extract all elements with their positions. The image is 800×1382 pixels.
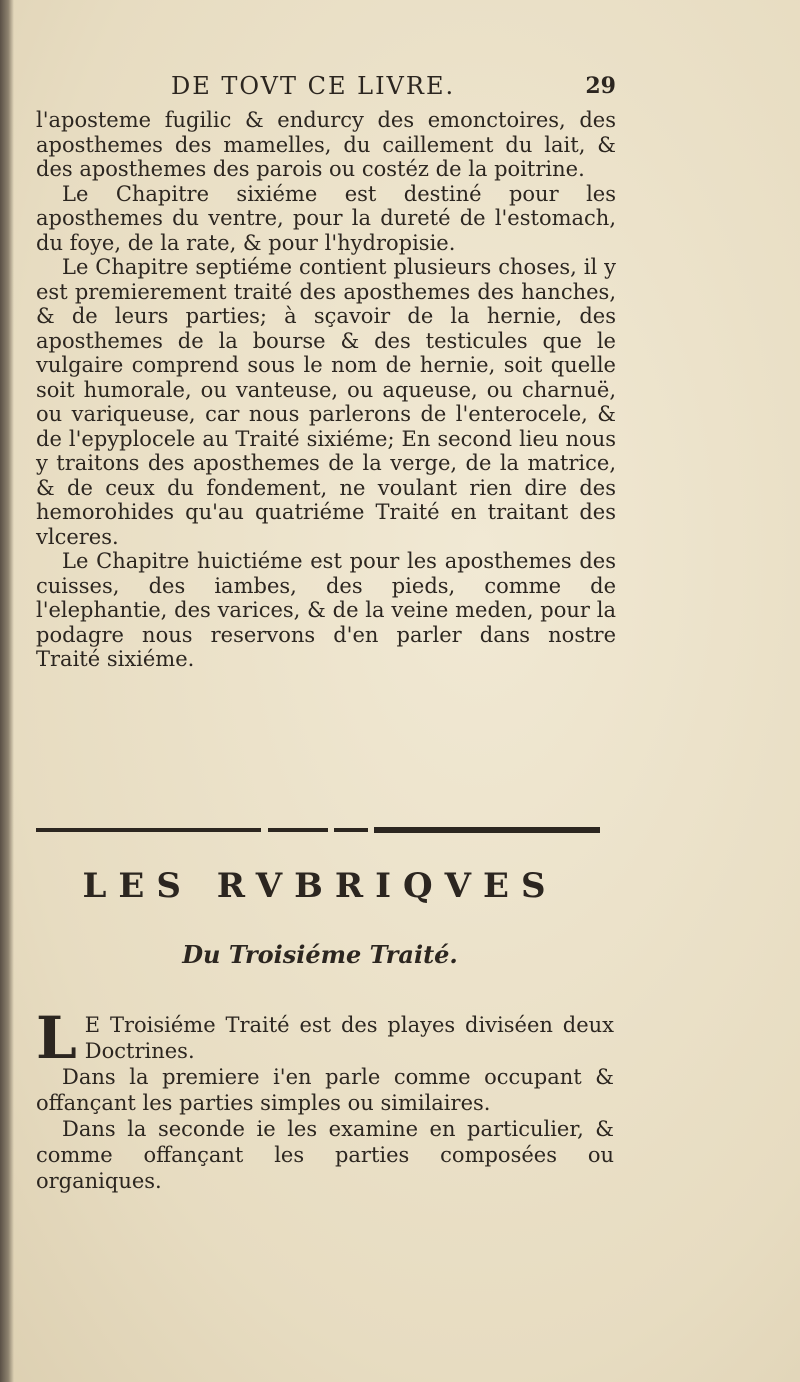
- paragraph: Dans la seconde ie les examine en particulier, & comme offançant les parties composées ou organiques.: [36, 1117, 614, 1193]
- running-head-title: DE TOVT CE LIVRE.: [171, 72, 456, 100]
- paragraph-text: E Troisiéme Traité est des playes diviséen deux Doctrines.: [84, 1013, 614, 1063]
- paragraph: [36, 1004, 614, 1072]
- running-head: [36, 68, 616, 102]
- section-heading: LES RVBRIQVES: [82, 866, 558, 906]
- paragraph: Le Chapitre septiéme contient plusieurs choses, il y est premierement traité des aposthemes des hanches, & de leurs parties; à sçavoir de la hernie, des aposthemes de la bourse & des testicules que le vulgaire comprend sous le nom de hernie, soit quelle soit humorale, ou vanteuse, ou aqueuse, ou charnuë, ou variqueuse, car nous parlerons de l'enterocele, & de l'epyplocele au Traité sixiéme; En second lieu nous y traitons des aposthemes de la verge, de la matrice, & de ceux du fondement, ne voulant rien dire des hemorohides qu'au quatriéme Traité en traitant des vlceres.: [36, 255, 616, 549]
- paragraph: Le Chapitre huictiéme est pour les aposthemes des cuisses, des iambes, des pieds, comme de l'elephantie, des varices, & de la veine meden, pour la podagre nous reservons d'en parler dans nostre Traité sixiéme.: [36, 549, 616, 671]
- page-number: 29: [585, 73, 616, 99]
- ornamental-rule: [36, 826, 600, 834]
- section-subheading: Du Troisiéme Traité.: [182, 940, 458, 969]
- paragraph: l'aposteme fugilic & endurcy des emonctoires, des aposthemes des mamelles, du caillement du lait, & des aposthemes des parois ou costéz de la poitrine.: [36, 108, 616, 181]
- lower-text-block: [36, 1004, 614, 1194]
- upper-text-block: [36, 68, 616, 672]
- binding-gutter: [0, 0, 14, 1382]
- paragraph: Dans la premiere i'en parle comme occupant & offançant les parties simples ou similaires.: [36, 1065, 614, 1115]
- drop-cap: L: [36, 1004, 77, 1072]
- paragraph: Le Chapitre sixiéme est destiné pour les aposthemes du ventre, pour la dureté de l'estomach, du foye, de la rate, & pour l'hydropisie.: [36, 181, 616, 255]
